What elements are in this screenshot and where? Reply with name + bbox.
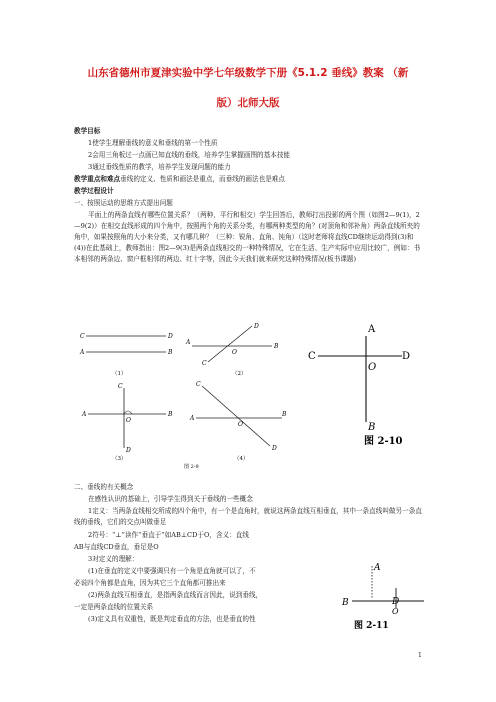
point-label: B — [274, 343, 279, 350]
figure-2-11 — [340, 558, 432, 636]
goal-item: 3通过垂线性质的教学，培养学生发现问题的能力 — [88, 163, 231, 171]
point-label: O — [368, 362, 377, 373]
point-label: O — [232, 349, 237, 356]
point-label: A — [80, 349, 85, 356]
point-label: D — [392, 597, 400, 607]
point-label: D — [168, 333, 173, 340]
panel-caption: （2） — [232, 371, 247, 377]
section-1-heading: 一、按照运动的思维方式提出问题 — [74, 199, 173, 207]
definition-2-line-2: AB与直线CD垂直，垂足是O — [74, 543, 159, 551]
figure-caption: 图 2-11 — [354, 621, 389, 631]
point-label: C — [196, 381, 201, 388]
definition-3-item-2-cont: 一定是两条直线的位置关系 — [74, 603, 154, 611]
key-points-text: 垂线的定义、性质和画法是重点，而垂线的画法也是难点 — [120, 175, 285, 183]
point-label: O — [238, 421, 243, 428]
point-label: D — [254, 323, 259, 330]
point-label: D — [272, 445, 277, 452]
document-title-line-1: 山东省德州市夏津实验中学七年级数学下册《5.1.2 垂线》教案 （新 — [87, 67, 409, 79]
panel-caption: （4） — [234, 456, 249, 462]
figure-2-9 — [74, 318, 294, 470]
goals-heading: 教学目标 — [74, 127, 101, 135]
definition-3-item-1: (1)在垂直的定义中要强调只有一个角是直角就可以了，不 — [88, 567, 256, 575]
point-label: A — [190, 415, 195, 422]
figure-2-9-panel-1 — [79, 333, 173, 377]
point-label: C — [80, 333, 85, 340]
definition-3-item-3: (3)定义具有双重性，既是判定垂直的方法，也是垂直的性 — [88, 615, 256, 623]
section-1-paragraph: 平面上的两条直线有哪些位置关系？（两种，平行和相交）学生回答后，教师打出投影的两个图（如图2—9(1)，2—9(2)）在相交直线形成的四个角中，按照两个角的关系分类，有哪两种类型的角？(对顶角和邻补角）两条直线所夹的角中，如果按照角的大小来分类，又有哪几种？（三种：锐角、直角、钝角）（这时老师将直线CD继续运动得到(3)和(4))在此基础上，教师指出：图2—9(3)是两条直线相交的一种特殊情况，它在生活、生产实际中应用比较广，例如：书本相邻的两条边、窗户框相邻的两边、红十字等，因此今天我们就来研究这种特殊情况(板书课题) — [74, 211, 421, 263]
key-points-heading: 教学重点和难点 — [74, 175, 121, 183]
point-label: D — [402, 351, 410, 362]
point-label: B — [282, 411, 287, 418]
figure-2-10 — [306, 318, 410, 448]
definition-3-item-2: (2)两条直线互相垂直，是指两条直线而言因此，说到垂线， — [88, 591, 263, 599]
point-label: O — [126, 417, 131, 424]
document-title-line-2: 版）北师大版 — [216, 97, 280, 109]
point-label: A — [82, 411, 87, 418]
figure-caption: 图 2-10 — [364, 436, 403, 447]
definition-2-line-1: 2符号：“⊥”读作“垂直于”如AB⊥CD于O，含义：直线 — [88, 531, 249, 539]
point-label: A — [374, 563, 381, 573]
figure-2-9-panel-4 — [189, 381, 287, 462]
figure-2-9-panel-3 — [81, 383, 173, 462]
page-number: 1 — [418, 652, 422, 659]
point-label: D — [126, 447, 131, 454]
process-heading: 教学过程设计 — [74, 187, 114, 195]
point-label: B — [368, 422, 376, 433]
definition-3-item-1-cont: 必说四个角都是直角，因为其它三个直角都可推出来 — [74, 579, 226, 587]
point-label: O — [392, 607, 399, 616]
point-label: B — [168, 349, 173, 356]
point-label: C — [118, 383, 123, 390]
section-2-heading: 二、垂线的有关概念 — [74, 483, 134, 491]
point-label: C — [202, 360, 207, 367]
panel-caption: （3） — [112, 456, 127, 462]
section-2-intro: 在感性认识的基础上，引导学生得到关于垂线的一些概念 — [88, 495, 253, 503]
definition-1: 1定义：当两条直线相交所成的四个角中，有一个是直角时，就说这两条直线互相垂直，其中一条直线叫做另一条直线的垂线，它们的交点叫做垂足 — [74, 507, 422, 526]
figure-caption: 图 2-9 — [184, 464, 199, 470]
panel-caption: （1） — [112, 371, 127, 377]
point-label: A — [186, 339, 191, 346]
point-label: C — [308, 351, 316, 362]
goal-item: 1使学生理解垂线的意义和垂线的第一个性质 — [88, 139, 218, 147]
key-points-line — [74, 174, 285, 185]
goal-item: 2会用三角板过一点画已知直线的垂线，培养学生掌握画图的基本技能 — [88, 151, 291, 159]
point-label: A — [368, 324, 376, 335]
figure-2-9-panel-2 — [185, 323, 279, 377]
definition-3: 3对定义的理解： — [88, 555, 139, 563]
point-label: B — [342, 598, 349, 608]
point-label: B — [168, 411, 173, 418]
